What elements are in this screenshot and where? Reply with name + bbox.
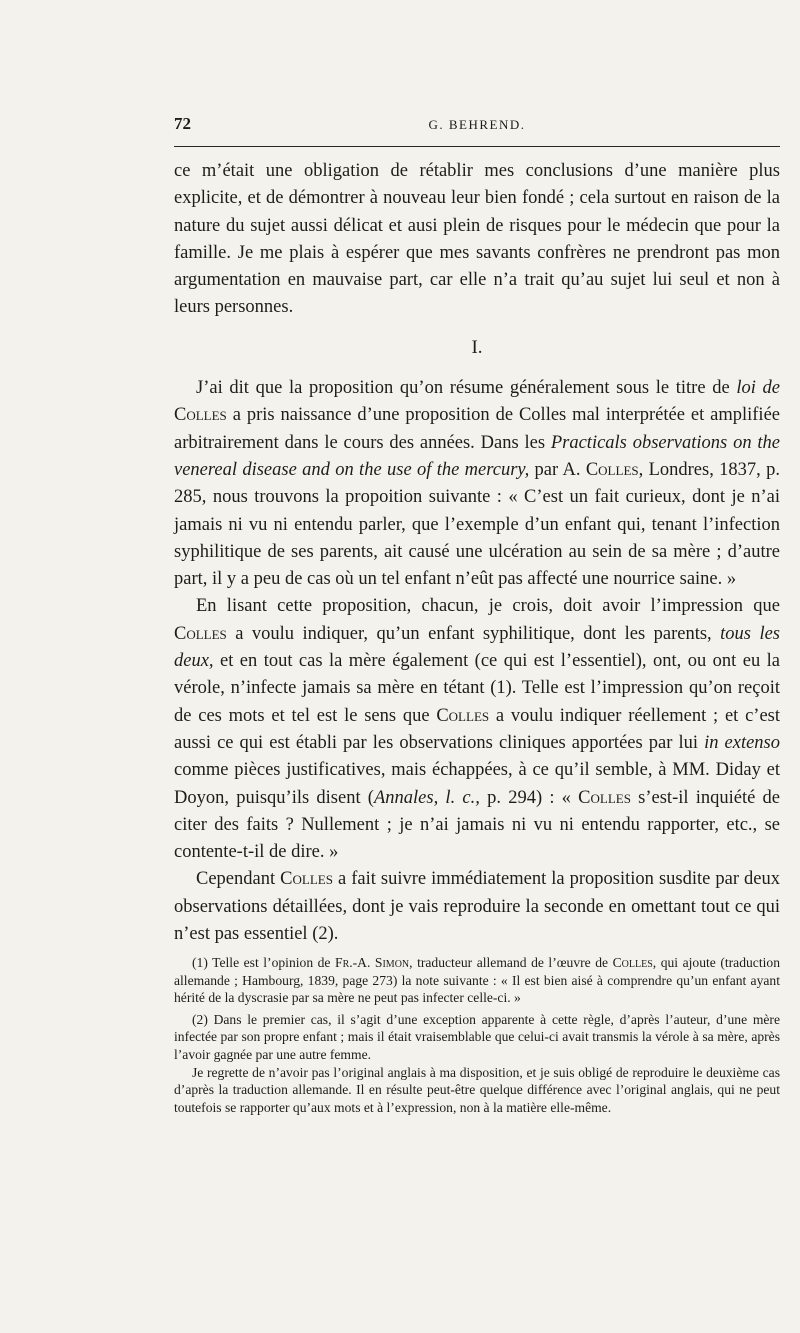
text-run: En lisant cette proposition, chacun, je crois, doit avoir l’impression que (196, 596, 780, 617)
footnotes (174, 954, 780, 1116)
header-rule (174, 146, 780, 147)
body-text (174, 158, 780, 948)
author-name: Colles (436, 705, 490, 726)
book-title: Practicals observations on the venereal disease and on the use of the mercury, (174, 432, 780, 480)
section-numeral: I. (471, 336, 483, 358)
text-run: par A. (529, 459, 586, 480)
author-name: Colles (578, 787, 631, 808)
text-run: a pris naissance d’une proposition de Colles mal interprétée et amplifiée arbitrairement dans le cours des années. Dans les (174, 405, 780, 453)
footnote-2: (2) Dans le premier cas, il s’agit d’une exception apparente à cette règle, d’après l’auteur, d’une mère infectée par son propre enfant ; mais il était vraisemblable que celui-ci avait transmis la vérole à sa mère, après l’avoir gagnée par une autre femme. (174, 1011, 780, 1062)
text-run: comme pièces justificatives, mais échappées, à ce qu’il semble, à MM. Diday et Doyon, puisqu’ils disent ( (174, 760, 780, 808)
author-name: Colles (174, 405, 227, 426)
text-run: et en tout cas la mère également (ce qui est l’essentiel), ont, ou ont eu la vérole, n’infecte jamais sa mère en tétant (1). Telle est l’impression qu’on reçoit de ces mots et tel est le sens que (174, 651, 780, 726)
footnote-1 (174, 954, 780, 1007)
paragraph-2 (174, 375, 780, 593)
text-run: (1) Telle est l’opinion de (192, 955, 336, 970)
text-run: , qui ajoute (traduction allemande ; Hambourg, 1839, page 273) la note suivante : « Il est bien aisé à comprendre qu’un enfant ayant hérité de la dyscrasie par sa mère ne peut pas infecter celle-ci. » (174, 955, 780, 1006)
text-run: , Londres, 1837, p. 285, nous trouvons la propoition suivante : « C’est un fait curieux, dont je n’ai jamais ni vu ni entendu parler, que l’exemple d’un enfant qui, tenant l’infection syphilitique de ses parents, ait causé une ulcération au sein de sa mère ; d’autre part, il y a peu de cas où un tel enfant n’eût pas affecté une nourrice saine. » (174, 459, 780, 590)
text-run: a voulu indiquer réellement ; et c’est aussi ce qui est établi par les observations cliniques apportées par lui (174, 705, 780, 753)
page-number: 72 (174, 114, 191, 133)
author-name: Colles (612, 955, 653, 970)
author-name: Fr.-A. Simon (335, 955, 410, 970)
page-header (174, 114, 780, 138)
text-run: a fait suivre immédiatement la proposition susdite par deux observations détaillées, dont je vais reproduire la seconde en omettant tout ce qui n’est pas essentiel (2). (174, 869, 780, 945)
footnote-3: Je regrette de n’avoir pas l’original anglais à ma disposition, et je suis obligé de reproduire le deuxième cas d’après la traduction allemande. Il en résulte peut-être quelque différence avec l’original anglais, qui ne peut toutefois se rapporter qu’aux mots et à l’expression, non à la matière elle-même. (174, 1064, 780, 1115)
paragraph-4 (174, 866, 780, 948)
citation-italic: Annales, l. c., (373, 787, 480, 808)
author-name: Colles (174, 623, 227, 644)
text-run: , traducteur allemand de l’œuvre de (409, 955, 613, 970)
author-name: Colles (280, 869, 333, 890)
italic-run: in extenso (704, 732, 780, 753)
text-run: p. 294) : « (479, 787, 579, 808)
paragraph-1: ce m’était une obligation de rétablir mes conclusions d’une manière plus explicite, et de démontrer à nouveau leur bien fondé ; cela surtout en raison de la nature du sujet aussi délicat et ausi plein de risques pour le médecin que pour la famille. Je me plais à espérer que mes savants confrères ne prendront pas mon argumentation en mauvaise part, car elle n’a trait qu’au sujet lui seul et non à leurs personnes. (174, 161, 780, 318)
text-run: Cependant (196, 869, 281, 890)
text-run: a voulu indiquer, qu’un enfant syphilitique, dont les parents, (226, 623, 721, 644)
running-head: G. BEHREND. (428, 117, 526, 132)
text-run: s’est-il inquiété de citer des faits ? Nullement ; je n’ai jamais ni vu ni entendu rapporter, etc., se contente-t-il de dire. » (174, 787, 780, 863)
italic-run: tous les deux, (174, 623, 781, 672)
paragraph-3 (174, 593, 780, 866)
italic-run: loi de (736, 378, 780, 399)
text-run: J’ai dit que la proposition qu’on résume généralement sous le titre de (196, 378, 737, 399)
author-name: Colles (585, 459, 639, 480)
